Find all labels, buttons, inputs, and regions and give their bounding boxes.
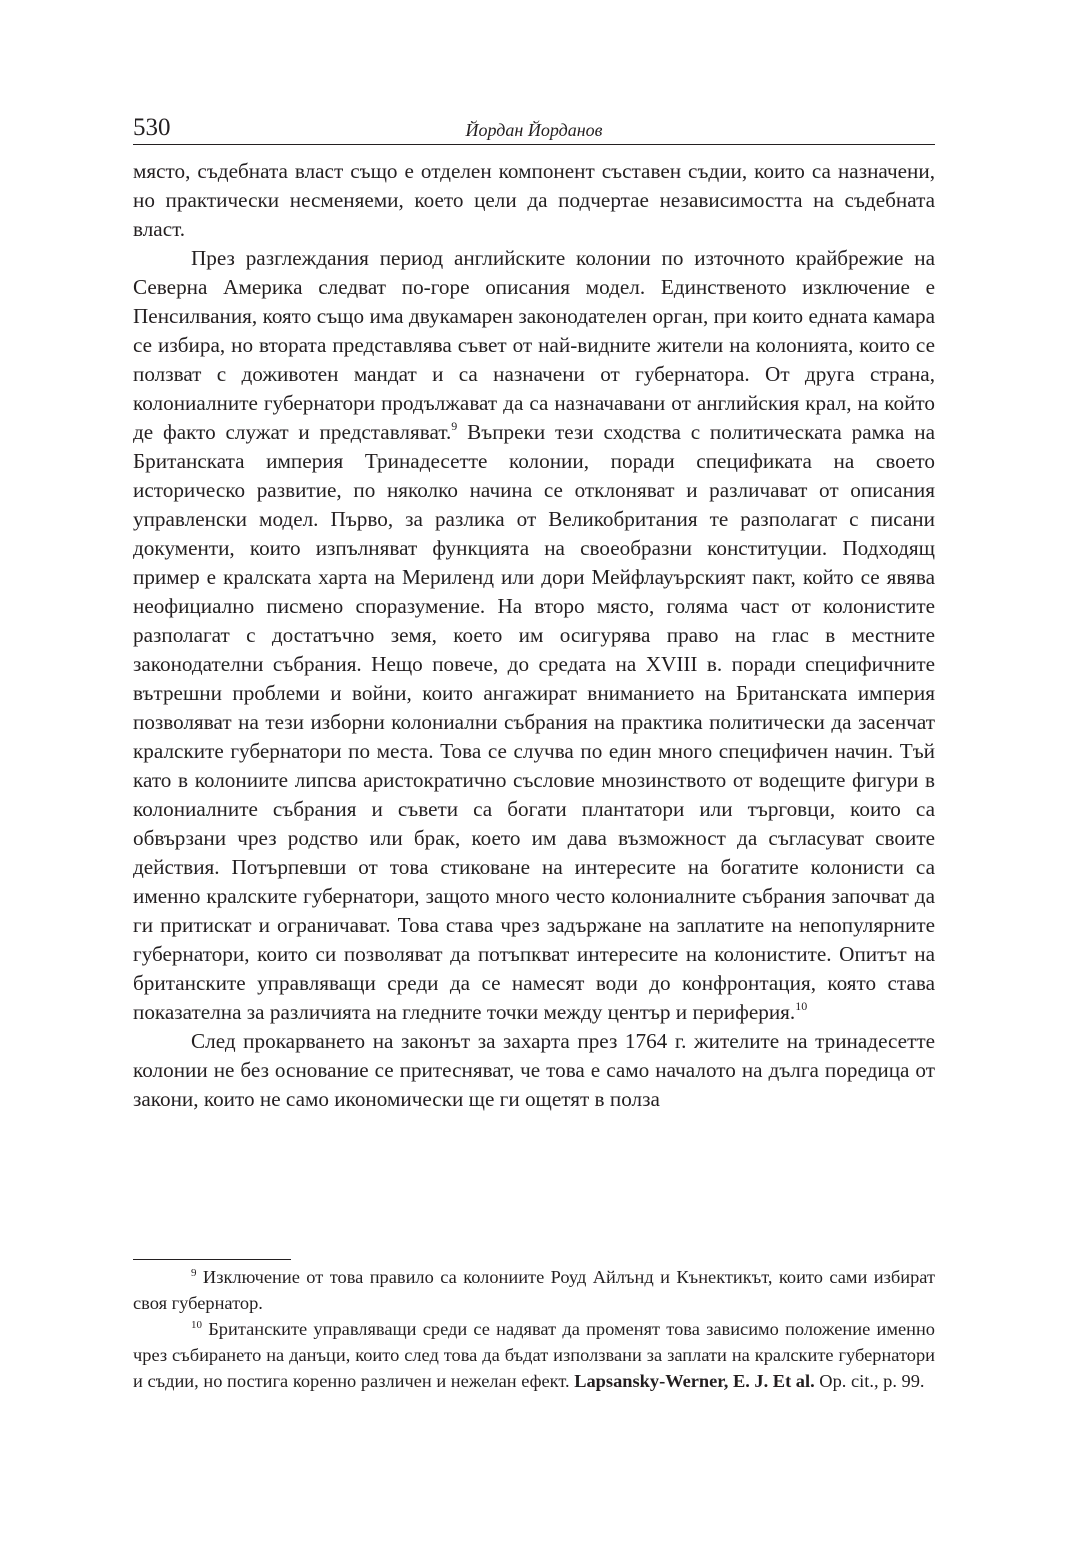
footnote-number: 10 xyxy=(191,1319,202,1331)
footnote-ref-9[interactable]: 9 xyxy=(451,419,458,433)
footnote-citation: Op. cit., p. 99. xyxy=(814,1371,925,1391)
footnotes xyxy=(133,1264,935,1394)
paragraph-2-continuation: Въпреки тези сходства с политическата рамка на Британската империя Тринадесетте колонии, поради спецификата на своето историческо развитие, по няколко начина се отклоняват и различават от описания управленски модел. Първо, за разлика от Великобритания те разполагат с писани документи, които изпълняват функцията на своеобразни конституции. Подходящ пример е кралската харта на Мериленд или дори Мейфлауърският пакт, който се явява неофициално писмено споразумение. На второ място, голяма част от колонистите разполагат с достатъчно земя, което им осигурява право на глас в местните законодателни събрания. Нещо повече, до средата на XVIII в. поради специфичните вътрешни проблеми и войни, които ангажират вниманието на Британската империя позволяват на тези изборни колониални събрания на практика политически да засенчат кралските губернатори по места. Това се случва по един много специфичен начин. Тъй като в колониите липсва аристократично съсловие мнозинството от водещите фигури в колониалните събрания и съвети са богати плантатори или търговци, които са обвързани чрез родство или брак, което им дава възможност да съгласуват своите действия. Потърпевши от това стиковане на интересите на богатите колонисти са именно кралските губернатори, защото много често колониалните събрания започват да ги притискат и ограничават. Това става чрез задържане на заплатите на непопулярните губернатори, които си позволяват да потъпкват интересите на колонистите. Опитът на британските управляващи среди да се намесят води до конфронтация, която става показателна за различията на гледните точки между център и периферия. xyxy=(133,420,935,1024)
page-number: 530 xyxy=(133,114,171,141)
footnote-9 xyxy=(133,1264,935,1316)
paragraph-2 xyxy=(133,244,935,1027)
footnote-10 xyxy=(133,1316,935,1394)
footnote-ref-10[interactable]: 10 xyxy=(795,999,808,1013)
body-text xyxy=(133,157,935,1114)
paragraph-3-text: След прокарването на законът за захарта през 1764 г. жителите на тринадесетте колонии не без основание се притесняват, че това е само началото на дълга поредица от закони, които не само икономически ще ги ощетят в полза xyxy=(133,1029,935,1111)
footnote-text: Изключение от това правило са колониите Роуд Айлънд и Кънектикът, които сами избират своя губернатор. xyxy=(133,1267,935,1313)
footnote-separator xyxy=(133,1259,291,1260)
paragraph-1 xyxy=(133,157,935,244)
book-page xyxy=(133,112,935,1391)
running-head: Йордан Йорданов xyxy=(465,120,603,140)
paragraph-2-text: През разглеждания период английските колонии по източното крайбрежие на Северна Америка следват по-горе описания модел. Единственото изключение е Пенсилвания, която също има двукамарен законодателен орган, при които едната камара се избира, но втората представлява съвет от най-видните жители на колонията, които се ползват с доживотен мандат и са назначени от губернатора. От друга страна, колониалните губернатори продължават да са назначавани от английския крал, на който де факто служат и представляват. xyxy=(133,246,935,444)
paragraph-1-text: място, съдебната власт също е отделен компонент съставен съдии, които са назначени, но практически несменяеми, което цели да подчертае независимостта на съдебната власт. xyxy=(133,159,935,241)
footnote-source: Lapsansky-Werner, E. J. Et al. xyxy=(574,1371,815,1391)
footnote-text: Британските управляващи среди се надяват да променят това зависимо положение именно чрез събирането на данъци, които след това да бъдат използвани за заплати на кралските губернатори и съдии, но постига коренно различен и нежелан ефект. xyxy=(133,1319,935,1391)
page-header xyxy=(133,112,935,145)
footnote-number: 9 xyxy=(191,1267,197,1279)
paragraph-3 xyxy=(133,1027,935,1114)
